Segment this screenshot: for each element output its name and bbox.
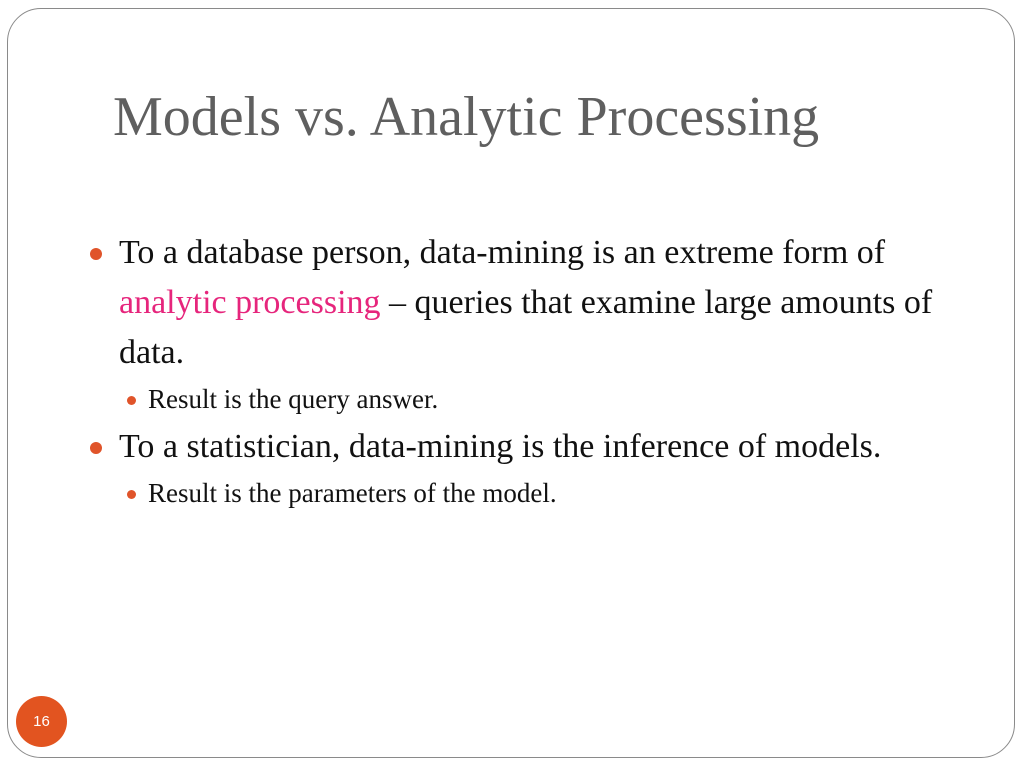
sub-bullet-dot-icon <box>127 396 136 405</box>
bullet-dot-icon <box>90 248 102 260</box>
slide-content <box>88 228 948 516</box>
slide-title: Models vs. Analytic Processing <box>113 86 820 148</box>
sub-bullet-item-1 <box>88 380 948 418</box>
sub-bullet-item-2 <box>88 474 948 512</box>
bullet-item-2 <box>88 422 948 472</box>
bullet-1-text-after: – queries that examine large amounts of data. <box>119 284 933 371</box>
bullet-item-1 <box>88 228 948 378</box>
bullet-dot-icon <box>90 442 102 454</box>
page-number-badge: 16 <box>16 696 67 747</box>
sub-bullet-dot-icon <box>127 490 136 499</box>
bullet-1-text-before: To a database person, data-mining is an extreme form of <box>119 234 886 271</box>
bullet-2-text: To a statistician, data-mining is the inference of models. <box>119 428 882 465</box>
sub-bullet-2-text: Result is the parameters of the model. <box>148 478 557 508</box>
sub-bullet-1-text: Result is the query answer. <box>148 384 439 414</box>
highlighted-term: analytic processing <box>119 284 381 321</box>
